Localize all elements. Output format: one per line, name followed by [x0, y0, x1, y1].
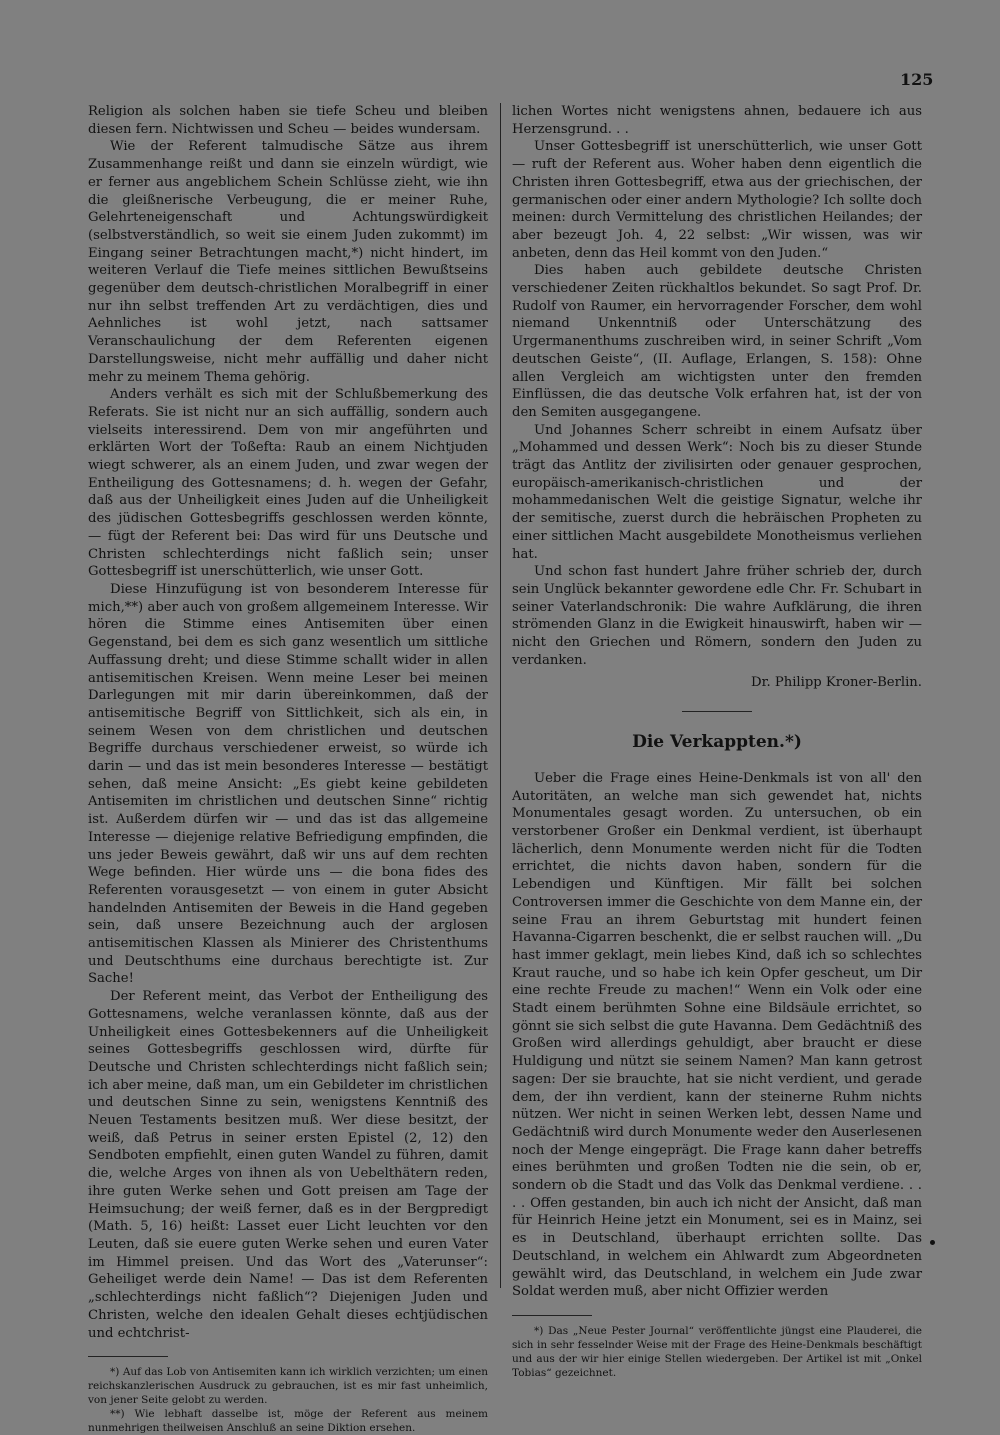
footnote: *) Das „Neue Pester Journal“ veröffentlichte jüngst eine Plauderei, die sich in sehr fesselnder Weise mit der Frage des Heine-Denkmals beschäftigt und aus der wir hier einige Stellen wiedergeben. Der Artikel ist mit „Onkel Tobias“ gezeichnet.	[512, 1325, 922, 1379]
article-title: Die Verkappten.*)	[632, 732, 802, 753]
paragraph: Unser Gottesbegriff ist unerschütterlich, wie unser Gott — ruft der Referent aus. Woher haben denn eigentlich die Christen ihren Gottesbegriff, etwa aus der griechischen, der germanischen oder einer andern Mythologie? Ich sollte doch meinen: durch Vermittelung des christlichen Heilandes; der aber bezeugt Joh. 4, 22 selbst: „Wir wissen, was wir anbeten, denn das Heil kommt von den Juden.“	[512, 139, 922, 261]
paragraph: Wie der Referent talmudische Sätze aus ihrem Zusammenhange reißt und dann sie einzeln würdigt, wie er ferner aus angeblichem Schein Schlüsse zieht, wie ihn die gleißnerische Verbeugung, die er meiner Ruhe, Gelehrteneigenschaft und Achtungswürdigkeit (selbstverständlich, so weit sie einem Juden zukommt) im Eingang seiner Betrachtungen macht,*) nicht hindert, im weiteren Verlauf die Tiefe meines sittlichen Bewußtseins gegenüber dem deutsch-christlichen Moralbegriff in einer nur ihn selbst treffenden Art zu verdächtigen, dies und Aehnliches ist wohl jetzt, nach sattsamer Veranschaulichung der dem Referenten eigenen Darstellungsweise, nicht mehr auffällig und daher nicht mehr zu meinem Thema gehörig.	[88, 139, 488, 385]
column-divider	[500, 103, 501, 1288]
paragraph: Der Referent meint, das Verbot der Entheiligung des Gottesnamens, welche veranlassen könnte, daß aus der Unheiligkeit eines Gottesbekenners auf die Unheiligkeit seines Gottesbegriffs geschlossen wird, dürfte für Deutsche und Christen schlechterdings nicht faßlich sein; ich aber meine, daß man, um ein Gebildeter im christlichen und deutschen Sinne zu sein, wenigstens Kenntniß des Neuen Testaments besitzen muß. Wer diese besitzt, der weiß, daß Petrus in seiner ersten Epistel (2, 12) den Sendboten empfiehlt, einen guten Wandel zu führen, damit die, welche Arges von ihnen als von Uebelthätern reden, ihre guten Werke sehen und Gott preisen am Tage der Heimsuchung; der weiß ferner, daß es in der Bergpredigt (Math. 5, 16) heißt: Lasset euer Licht leuchten vor den Leuten, daß sie euere guten Werke sehen und euren Vater im Himmel preisen. Und das Wort des „Vaterunser“: Geheiliget werde dein Name! — Das ist dem Referenten „schlechterdings nicht faßlich“? Diejenigen Juden und Christen, welche den idealen Gehalt dieses echtjüdischen und echtchrist-	[88, 989, 488, 1341]
paragraph: Und schon fast hundert Jahre früher schrieb der, durch sein Unglück bekannter gewordene edle Chr. Fr. Schubart in seiner Vaterlandschronik: Die wahre Aufklärung, die ihren strömenden Glanz in die Ewigkeit hinauswirft, haben wir — nicht den Griechen und Römern, sondern den Juden zu verdanken.	[512, 564, 922, 668]
footnote: *) Auf das Lob von Antisemiten kann ich wirklich verzichten; um einen reichskanzlerischen Ausdruck zu gebrauchen, ist es mir fast unheimlich, von jener Seite gelobt zu werden.	[88, 1366, 488, 1407]
left-column	[88, 103, 488, 1435]
margin-dot	[930, 1240, 935, 1245]
signature: Dr. Philipp Kroner-Berlin.	[751, 674, 922, 690]
paragraph: Diese Hinzufügung ist von besonderem Interesse für mich,**) aber auch von großem allgemeinem Interesse. Wir hören die Stimme eines Antisemiten über einen Gegenstand, bei dem es sich ganz wesentlich um sittliche Auffassung dreht; und diese Stimme schallt wider in allen antisemitischen Kreisen. Wenn meine Leser bei meinen Darlegungen mit mir darin übereinkommen, daß der antisemitische Begriff von Sittlichkeit, sich als ein, in seinem Wesen von dem christlichen und deutschen Begriffe durchaus verschiedener erweist, so würde ich darin — und das ist mein besonderes Interesse — bestätigt sehen, daß meine Ansicht: „Es giebt keine gebildeten Antisemiten im christlichen und deutschen Sinne“ richtig ist. Außerdem dürfen wir — und das ist das allgemeine Interesse — diejenige relative Befriedigung empfinden, die uns jeder Beweis gewährt, daß wir uns auf dem rechten Wege befinden. Hier würde uns — die bona fides des Referenten vorausgesetzt — von einem in guter Absicht handelnden Antisemiten der Beweis in die Hand gegeben sein, daß unsere Bezeichnung auch der arglosen antisemitischen Klassen als Minierer des Christenthums und Deutschthums eine durchaus berechtigte ist. Zur Sache!	[88, 581, 488, 987]
paragraph: Anders verhält es sich mit der Schlußbemerkung des Referats. Sie ist nicht nur an sich auffällig, sondern auch vielseits interessirend. Dem von mir angeführten und erklärten Wort der Toßefta: Raub an einem Nichtjuden wiegt schwerer, als an einem Juden, und zwar wegen der Entheiligung des Gottesnamens; d. h. wegen der Gefahr, daß aus der Unheiligkeit eines Juden auf die Unheiligkeit des jüdischen Gottesbegriffs geschlossen werden könnte, — fügt der Referent bei: Das wird für uns Deutsche und Christen schlechterdings nicht faßlich sein; unser Gottesbegriff ist unerschütterlich, wie unser Gott.	[88, 387, 488, 580]
paragraph: lichen Wortes nicht wenigstens ahnen, bedauere ich aus Herzensgrund. . .	[512, 104, 922, 137]
page-number: 125	[900, 70, 934, 89]
footnote-divider	[88, 1356, 168, 1357]
footnote-divider	[512, 1315, 592, 1316]
section-divider	[682, 711, 752, 712]
paragraph: Ueber die Frage eines Heine-Denkmals ist von all' den Autoritäten, an welche man sich gewendet hat, nichts Monumentales gesagt worden. Zu untersuchen, ob ein verstorbener Großer ein Denkmal verdient, ist überhaupt lächerlich, denn Monumente werden nicht für die Todten errichtet, die nichts davon haben, sondern für die Lebendigen und Künftigen. Mir fällt bei solchen Controversen immer die Geschichte von dem Manne ein, der seine Frau an ihrem Geburtstag mit hundert feinen Havanna-Cigarren beschenkt, die er selbst rauchen will. „Du hast immer geklagt, mein liebes Kind, daß ich so schlechtes Kraut rauche, und so habe ich kein Opfer gescheut, um Dir eine rechte Freude zu machen!“ Wenn ein Volk oder eine Stadt einem berühmten Sohne eine Bildsäule errichtet, so gönnt sie sich selbst die gute Havanna. Dem Gedächtniß des Großen wird allerdings gehuldigt, aber braucht er diese Huldigung und nützt sie seinem Namen? Man kann getrost sagen: Der sie brauchte, hat sie nicht verdient, und gerade dem, der ihn verdient, kann der steinerne Ruhm nichts nützen. Wer nicht in seinen Werken lebt, dessen Name und Gedächtniß wird durch Monumente weder den Auserlesenen noch der Menge eingeprägt. Die Frage kann daher betreffs eines berühmten und großen Todten nie die sein, ob er, sondern ob die Stadt und das Volk das Denkmal verdiene. . . . . Offen gestanden, bin auch ich nicht der Ansicht, daß man für Heinrich Heine jetzt ein Monument, sei es in Mainz, sei es in Deutschland, überhaupt errichten sollte. Das Deutschland, in welchem ein Ahlwardt zum Abgeordneten gewählt wird, das Deutschland, in welchem ein Jude zwar Soldat werden muß, aber nicht Offizier werden	[512, 770, 922, 1300]
paragraph: Und Johannes Scherr schreibt in einem Aufsatz über „Mohammed und dessen Werk“: Noch bis zu dieser Stunde trägt das Antlitz der zivilisirten oder genauer gesprochen, europäisch-amerikanisch-christlichen und der mohammedanischen Welt die geistige Signatur, welche ihr der semitische, zuerst durch die hebräischen Propheten zu einer sittlichen Macht ausgebildete Monotheismus verliehen hat.	[512, 422, 922, 562]
right-column	[512, 103, 922, 1380]
paragraph: Religion als solchen haben sie tiefe Scheu und bleiben diesen fern. Nichtwissen und Scheu — beides wundersam.	[88, 104, 488, 137]
paragraph: Dies haben auch gebildete deutsche Christen verschiedener Zeiten rückhaltlos bekundet. So sagt Prof. Dr. Rudolf von Raumer, ein hervorragender Forscher, dem wohl niemand Unkenntniß oder Unterschätzung des Urgermanenthums zuschreiben wird, in seiner Schrift „Vom deutschen Geiste“, (II. Auflage, Erlangen, S. 158): Ohne allen Vergleich am wichtigsten unter den fremden Einflüssen, die das deutsche Volk erfahren hat, ist der von den Semiten ausgegangene.	[512, 263, 922, 420]
footnote: **) Wie lebhaft dasselbe ist, möge der Referent aus meinem nunmehrigen theilweisen Anschluß an seine Diktion ersehen.	[88, 1408, 488, 1435]
